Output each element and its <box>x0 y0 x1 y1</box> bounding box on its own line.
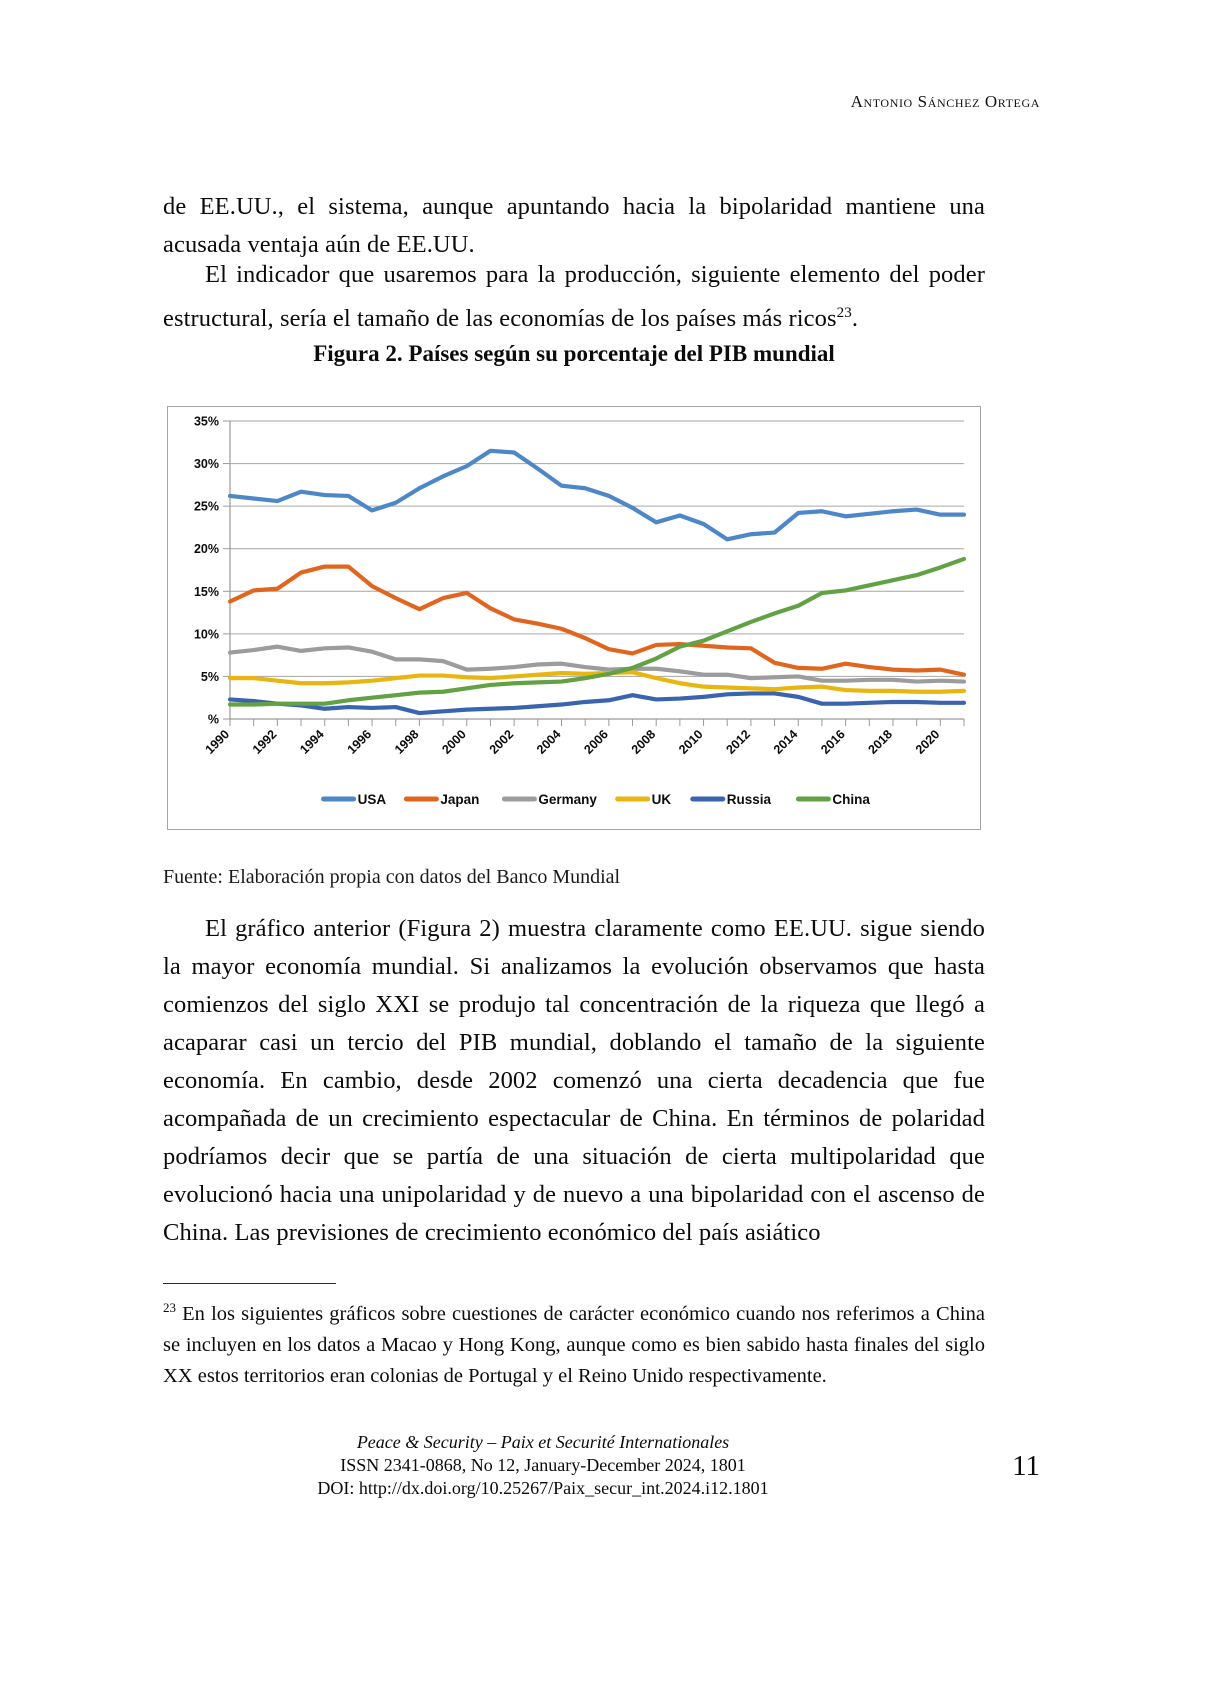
footnote-separator <box>163 1283 336 1284</box>
paragraph-second-text: El indicador que usaremos para la producción, siguiente elemento del poder estructural, sería el tamaño de las economías de los países más ricos <box>163 261 985 333</box>
legend-label-japan: Japan <box>440 792 480 807</box>
paragraph-second <box>163 256 985 338</box>
footnote-marker: 23 <box>163 1300 176 1315</box>
x-axis-tick-label: 1998 <box>391 727 422 757</box>
y-axis-tick-label: 5% <box>200 669 219 684</box>
footnote-ref-23[interactable]: 23 <box>836 305 852 321</box>
legend-label-germany: Germany <box>538 792 597 807</box>
x-axis-tick-label: 2008 <box>628 727 659 757</box>
legend-item-uk[interactable] <box>618 792 672 807</box>
x-axis-tick-label: 2018 <box>865 727 896 757</box>
x-axis-tick-label: 2014 <box>770 727 801 757</box>
footer-issn: ISSN 2341-0868, No 12, January-December 2024, 1801 <box>340 1455 746 1475</box>
page-footer <box>163 1432 923 1499</box>
x-axis-tick-label: 2020 <box>912 727 943 757</box>
paragraph-top-block <box>163 188 985 264</box>
footnote-text: En los siguientes gráficos sobre cuestiones de carácter económico cuando nos referimos a China se incluyen en los datos a Macao y Hong Kong, aunque como es bien sabido hasta finales del siglo XX estos territorios eran colonias de Portugal y el Reino Unido respectivamente. <box>163 1302 985 1387</box>
y-axis-tick-label: 35% <box>193 414 219 429</box>
figure-chart-frame <box>167 406 981 830</box>
paragraph-top: de EE.UU., el sistema, aunque apuntando hacia la bipolaridad mantiene una acusada ventaja aún de EE.UU. <box>163 193 985 258</box>
x-axis-tick-label: 2012 <box>723 727 754 757</box>
x-axis-tick-label: 2000 <box>439 727 469 757</box>
legend-label-russia: Russia <box>726 792 772 807</box>
x-axis-tick-label: 1994 <box>297 727 327 757</box>
legend-item-china[interactable] <box>798 792 870 807</box>
paragraph-second-tail: . <box>851 305 859 333</box>
x-axis-tick-label: 2010 <box>676 727 706 757</box>
legend-item-japan[interactable] <box>406 792 479 807</box>
y-axis-tick-label: 20% <box>193 542 219 557</box>
figure-title: Figura 2. Países según su porcentaje del PIB mundial <box>313 341 835 366</box>
paragraph-after-figure: El gráfico anterior (Figura 2) muestra claramente como EE.UU. sigue siendo la mayor economía mundial. Si analizamos la evolución observamos que hasta comienzos del siglo XXI se produjo tal concentración de la riqueza que llegó a acaparar casi un tercio del PIB mundial, doblando el tamaño de la siguiente economía. En cambio, desde 2002 comenzó una cierta decadencia que fue acompañada de un crecimiento espectacular de China. En términos de polaridad podríamos decir que se partía de una situación de cierta multipolaridad que evolucionó hacia una unipolaridad y de nuevo a una bipolaridad con el ascenso de China. Las previsiones de crecimiento económico del país asiático <box>163 915 985 1246</box>
page-number: 11 <box>1012 1450 1040 1482</box>
legend-label-uk: UK <box>651 792 672 807</box>
y-axis-tick-label: 15% <box>193 584 219 599</box>
x-axis-tick-label: 2016 <box>818 727 848 757</box>
x-axis-tick-label: 1992 <box>249 727 280 757</box>
x-axis-tick-label: 2002 <box>486 727 517 757</box>
legend-item-germany[interactable] <box>504 792 597 807</box>
x-axis-tick-label: 1990 <box>202 727 233 757</box>
figure-source: Fuente: Elaboración propia con datos del Banco Mundial <box>163 866 621 888</box>
series-line-usa <box>230 451 964 540</box>
footnote-23 <box>163 1292 985 1392</box>
x-axis-tick-label: 2006 <box>581 727 611 757</box>
y-axis-tick-label: 10% <box>193 627 219 642</box>
footer-doi[interactable]: DOI: http://dx.doi.org/10.25267/Paix_secur_int.2024.i12.1801 <box>317 1478 769 1498</box>
y-axis-tick-label: 30% <box>193 457 219 472</box>
legend-item-usa[interactable] <box>324 792 387 807</box>
legend-label-china: China <box>832 792 870 807</box>
paragraph-after-figure-block <box>163 910 985 1252</box>
legend-item-russia[interactable] <box>693 792 772 807</box>
paragraph-second-block <box>163 256 985 338</box>
running-head: Antonio Sánchez Ortega <box>850 92 1040 111</box>
x-axis-tick-label: 1996 <box>344 727 375 757</box>
x-axis-tick-label: 2004 <box>534 727 564 757</box>
legend-label-usa: USA <box>357 792 387 807</box>
footer-journal: Peace & Security – Paix et Securité Internationales <box>356 1432 730 1452</box>
gdp-share-line-chart <box>168 407 980 829</box>
y-axis-tick-label: 25% <box>193 499 219 514</box>
chart-inner <box>168 407 980 829</box>
y-axis-tick-label: % <box>207 712 219 727</box>
series-line-japan <box>230 567 964 675</box>
